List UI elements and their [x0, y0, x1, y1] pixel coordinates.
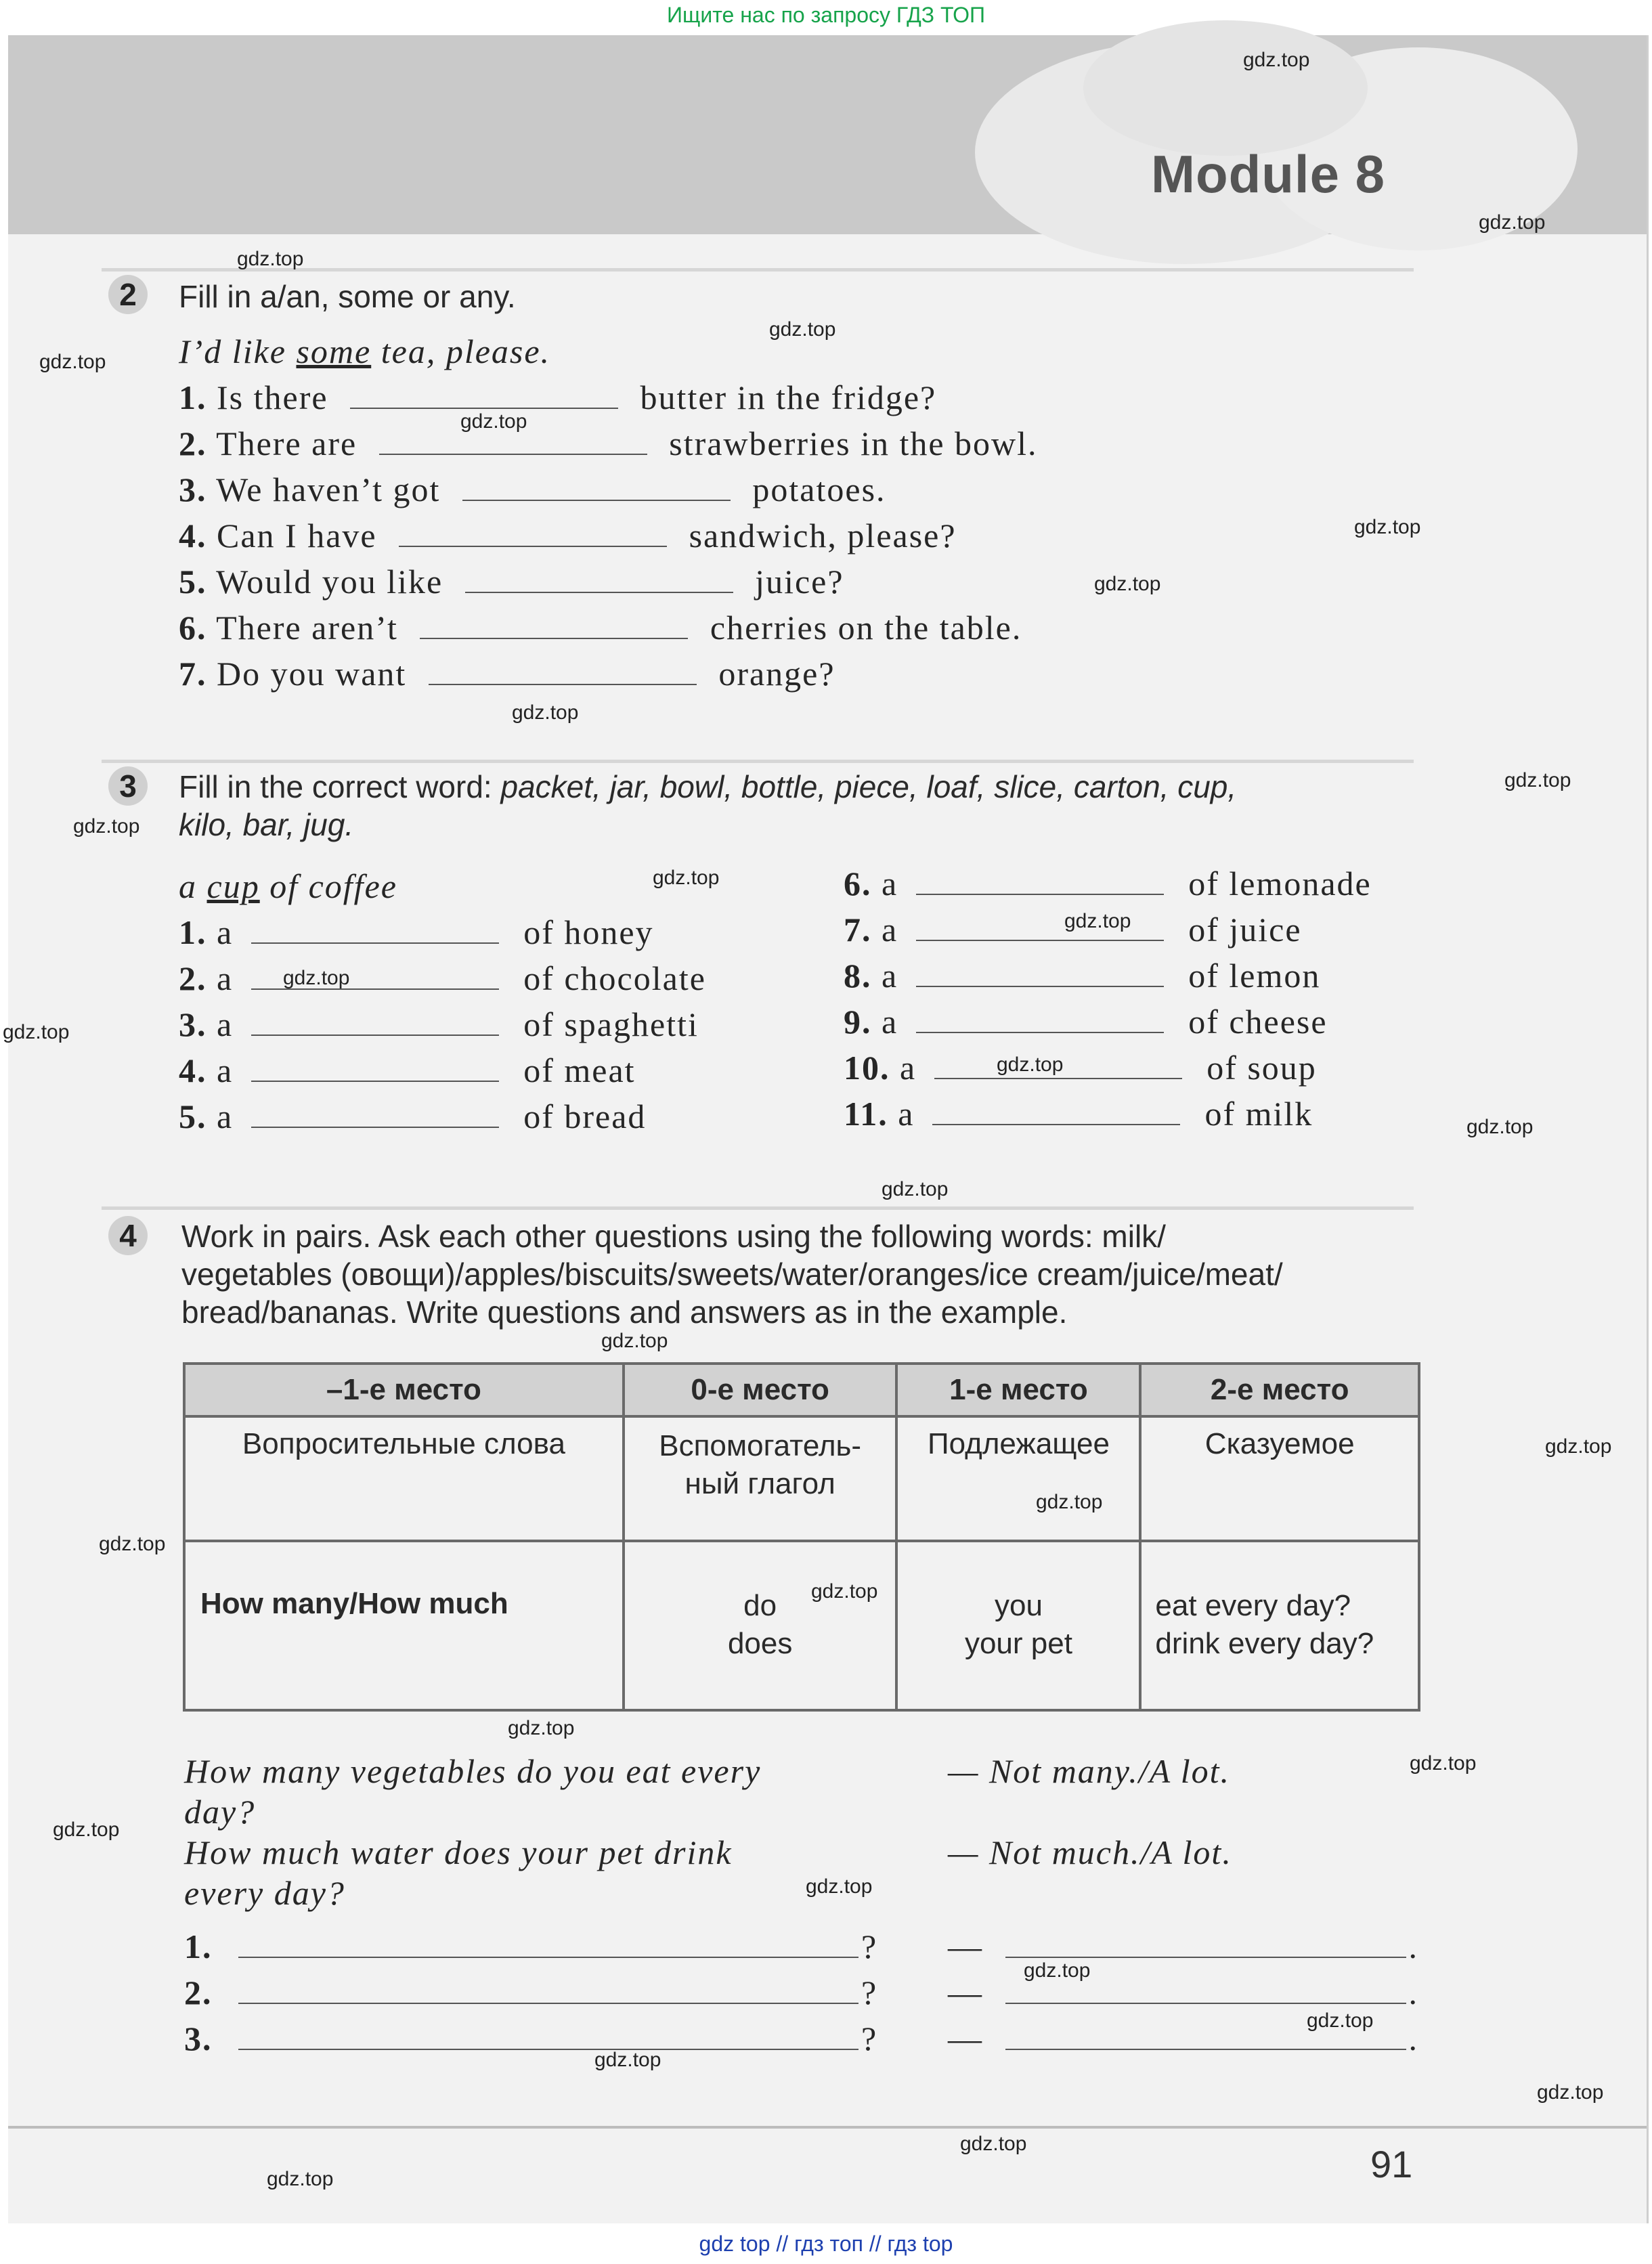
- list-item: 1. a of honey: [179, 913, 654, 951]
- list-item: 3. We haven’t got potatoes.: [179, 471, 886, 508]
- watermark: gdz.top: [512, 701, 579, 724]
- list-item: 4. a of meat: [179, 1051, 636, 1089]
- answer-line: 3. ?: [184, 2020, 878, 2058]
- question-blank[interactable]: [238, 2019, 858, 2050]
- sentence-structure-table: [183, 1362, 1420, 1712]
- answer-blank[interactable]: [350, 378, 618, 409]
- watermark: gdz.top: [1354, 516, 1421, 538]
- table-header-cell: 0-е место: [624, 1364, 897, 1416]
- answer-line: 1. ?: [184, 1928, 878, 1965]
- answer-blank[interactable]: [916, 1002, 1164, 1033]
- list-item: 2. There are strawberries in the bowl.: [179, 424, 1038, 462]
- answer-blank[interactable]: [916, 864, 1164, 895]
- watermark: gdz.top: [1024, 1959, 1091, 1982]
- table-cell: you your pet: [896, 1541, 1140, 1710]
- header-decoration: [1083, 20, 1368, 156]
- list-item: 8. a of lemon: [844, 957, 1321, 995]
- table-header-cell: 2-е место: [1140, 1364, 1419, 1416]
- watermark: gdz.top: [1036, 1491, 1103, 1513]
- example-sentence: I’d like some tea, please.: [179, 332, 551, 370]
- watermark: gdz.top: [1243, 49, 1310, 71]
- exercise-instruction: Work in pairs. Ask each other questions using the following words: milk/ vegetables (овощи)/apples/biscuits/sweets/water/oranges/ice cream/juice/meat/ bread/bananas. Write questions and answers as in the example.: [181, 1219, 1283, 1330]
- example-question: How many vegetables do you eat every day?: [184, 1752, 762, 1831]
- module-title: Module 8: [1151, 144, 1386, 204]
- answer-blank[interactable]: [1005, 1927, 1406, 1958]
- watermark: gdz.top: [997, 1053, 1064, 1076]
- question-blank[interactable]: [238, 1973, 858, 2004]
- watermark: gdz.top: [1410, 1752, 1477, 1775]
- watermark: gdz.top: [601, 1330, 668, 1352]
- table-cell: do does: [624, 1541, 897, 1710]
- watermark: gdz.top: [460, 410, 527, 433]
- watermark: gdz.top: [99, 1533, 166, 1555]
- watermark: gdz.top: [39, 351, 106, 373]
- answer-blank[interactable]: [429, 654, 697, 685]
- answer-blank[interactable]: [420, 608, 688, 639]
- list-item: 7. Do you want orange?: [179, 655, 835, 693]
- list-item: 3. a of spaghetti: [179, 1005, 699, 1043]
- section-divider: [102, 1206, 1414, 1210]
- list-item: 1. Is there butter in the fridge?: [179, 378, 937, 416]
- list-item: 7. a of juice: [844, 911, 1302, 949]
- answer-blank[interactable]: [251, 1051, 499, 1082]
- answer-line: — .: [948, 1928, 1418, 1965]
- watermark: gdz.top: [653, 867, 720, 889]
- watermark: gdz.top: [769, 318, 836, 341]
- example-question: How much water does your pet drink every day?: [184, 1833, 733, 1912]
- watermark: gdz.top: [237, 248, 304, 270]
- exercise-number-badge: 3: [108, 766, 148, 806]
- table-cell: eat every day? drink every day?: [1140, 1541, 1419, 1710]
- list-item: 5. Would you like juice?: [179, 563, 844, 601]
- watermark: gdz.top: [1545, 1435, 1612, 1458]
- footer-divider: [8, 2126, 1647, 2129]
- list-item: 4. Can I have sandwich, please?: [179, 517, 957, 554]
- answer-blank[interactable]: [916, 956, 1164, 987]
- watermark: gdz.top: [1064, 910, 1131, 932]
- watermark: gdz.top: [1504, 769, 1571, 791]
- watermark: gdz.top: [267, 2168, 334, 2190]
- watermark: gdz.top: [882, 1178, 949, 1200]
- watermark: gdz.top: [594, 2049, 661, 2071]
- answer-line: 2. ?: [184, 1974, 878, 2011]
- watermark: gdz.top: [3, 1021, 70, 1043]
- list-item: 6. There aren’t cherries on the table.: [179, 609, 1022, 647]
- exercise-number-badge: 4: [108, 1216, 148, 1255]
- watermark: gdz.top: [1094, 573, 1161, 595]
- table-header-cell: 1-е место: [896, 1364, 1140, 1416]
- answer-blank[interactable]: [932, 1094, 1180, 1125]
- page-number: 91: [1370, 2143, 1413, 2185]
- question-blank[interactable]: [238, 1927, 858, 1958]
- list-item: 11. a of milk: [844, 1095, 1313, 1133]
- table-cell: Сказуемое: [1140, 1416, 1419, 1541]
- answer-blank[interactable]: [465, 562, 733, 593]
- watermark: gdz.top: [53, 1819, 120, 1841]
- table-cell: Вспомогатель- ный глагол: [624, 1416, 897, 1541]
- answer-blank[interactable]: [251, 913, 499, 944]
- section-divider: [102, 760, 1414, 763]
- list-item: 5. a of bread: [179, 1097, 647, 1135]
- watermark: gdz.top: [1537, 2081, 1604, 2104]
- watermark: gdz.top: [1479, 211, 1546, 234]
- exercise-instruction: Fill in a/an, some or any.: [179, 279, 516, 314]
- answer-blank[interactable]: [399, 516, 667, 547]
- table-cell: Подлежащее: [896, 1416, 1140, 1541]
- table-header-cell: –1-е место: [184, 1364, 624, 1416]
- watermark: gdz.top: [283, 967, 350, 989]
- list-item: 2. a of chocolate: [179, 959, 706, 997]
- watermark: gdz.top: [73, 815, 140, 837]
- answer-blank[interactable]: [251, 1097, 499, 1128]
- watermark: gdz.top: [508, 1717, 575, 1739]
- list-item: 6. a of lemonade: [844, 865, 1372, 902]
- answer-blank[interactable]: [251, 1005, 499, 1036]
- watermark: gdz.top: [960, 2133, 1027, 2155]
- exercise-instruction: Fill in the correct word: packet, jar, bowl, bottle, piece, loaf, slice, carton, cup, kilo, bar, jug.: [179, 769, 1237, 842]
- example-answer: — Not much./A lot.: [948, 1833, 1232, 1871]
- example-sentence: a cup of coffee: [179, 867, 397, 905]
- exercise-number-badge: 2: [108, 275, 148, 314]
- table-cell: How many/How much: [184, 1541, 624, 1710]
- table-cell: Вопросительные слова: [184, 1416, 624, 1541]
- footer-links: gdz top // гдз топ // гдз top: [699, 2232, 953, 2256]
- answer-line: — .: [948, 2020, 1418, 2058]
- watermark: gdz.top: [1466, 1116, 1534, 1138]
- top-search-note: Ищите нас по запросу ГДЗ ТОП: [667, 3, 985, 27]
- list-item: 9. a of cheese: [844, 1003, 1328, 1041]
- list-item: 10. a of soup: [844, 1049, 1317, 1087]
- watermark: gdz.top: [811, 1580, 878, 1603]
- watermark: gdz.top: [1307, 2009, 1374, 2032]
- answer-line: — .: [948, 1974, 1418, 2011]
- example-answer: — Not many./A lot.: [948, 1752, 1231, 1790]
- answer-blank[interactable]: [462, 470, 731, 501]
- watermark: gdz.top: [806, 1875, 873, 1898]
